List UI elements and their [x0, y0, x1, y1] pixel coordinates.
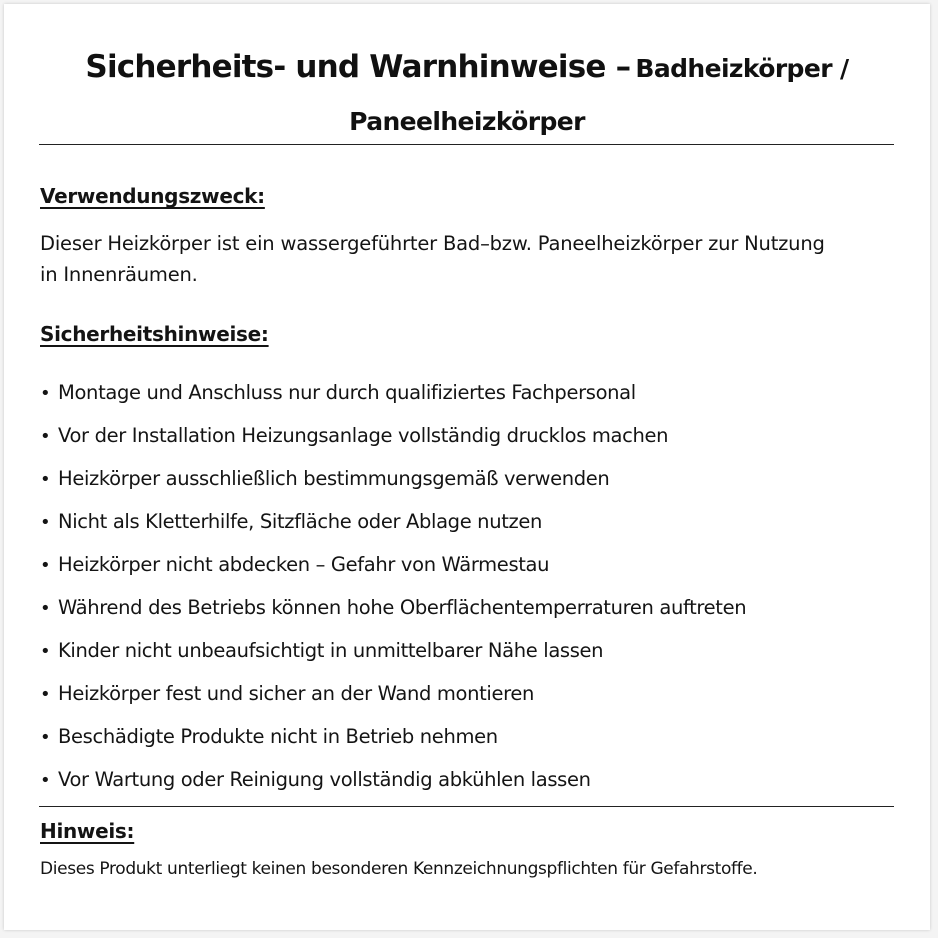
list-item-text: Während des Betriebs können hohe Oberflächentemperraturen auftreten	[58, 596, 747, 619]
list-item	[40, 500, 890, 543]
list-item-text: Kinder nicht unbeaufsichtigt in unmittelbarer Nähe lassen	[58, 639, 604, 662]
list-item	[40, 414, 890, 457]
bullet-icon: •	[40, 426, 51, 447]
list-item	[40, 457, 890, 500]
document-title-sub: Badheizkörper / Paneelheizkörper	[349, 54, 849, 136]
list-item	[40, 629, 890, 672]
list-item-text: Vor Wartung oder Reinigung vollständig abkühlen lassen	[58, 768, 591, 791]
list-item-text: Montage und Anschluss nur durch qualifiziertes Fachpersonal	[58, 381, 636, 404]
list-item	[40, 586, 890, 629]
bullet-icon: •	[40, 383, 51, 404]
purpose-heading: Verwendungszweck:	[40, 184, 265, 208]
bullet-icon: •	[40, 641, 51, 662]
document-title	[24, 42, 910, 150]
safety-heading: Sicherheitshinweise:	[40, 322, 269, 346]
list-item	[40, 371, 890, 414]
top-divider	[39, 144, 894, 145]
list-item-text: Heizkörper fest und sicher an der Wand montieren	[58, 682, 534, 705]
list-item-text: Heizkörper nicht abdecken – Gefahr von Wärmestau	[58, 553, 550, 576]
document-title-main: Sicherheits- und Warnhinweise –	[85, 49, 631, 85]
bottom-divider	[39, 806, 894, 807]
safety-label-sheet	[4, 4, 930, 930]
bullet-icon: •	[40, 770, 51, 791]
list-item-text: Nicht als Kletterhilfe, Sitzfläche oder Ablage nutzen	[58, 510, 543, 533]
purpose-text: Dieser Heizkörper ist ein wassergeführter Bad–bzw. Paneelheizkörper zur Nutzung in Innenräumen.	[40, 232, 825, 286]
list-item	[40, 672, 890, 715]
bullet-icon: •	[40, 727, 51, 748]
bullet-icon: •	[40, 512, 51, 533]
list-item-text: Heizkörper ausschließlich bestimmungsgemäß verwenden	[58, 467, 610, 490]
list-item	[40, 758, 890, 801]
list-item-text: Vor der Installation Heizungsanlage vollständig drucklos machen	[58, 424, 669, 447]
bullet-icon: •	[40, 598, 51, 619]
bullet-icon: •	[40, 684, 51, 705]
list-item	[40, 715, 890, 758]
bullet-icon: •	[40, 555, 51, 576]
bullet-icon: •	[40, 469, 51, 490]
safety-list	[40, 371, 890, 801]
list-item	[40, 543, 890, 586]
note-heading: Hinweis:	[40, 819, 135, 843]
list-item-text: Beschädigte Produkte nicht in Betrieb nehmen	[58, 725, 498, 748]
note-text: Dieses Produkt unterliegt keinen besonderen Kennzeichnungspflichten für Gefahrstoffe.	[40, 859, 758, 879]
